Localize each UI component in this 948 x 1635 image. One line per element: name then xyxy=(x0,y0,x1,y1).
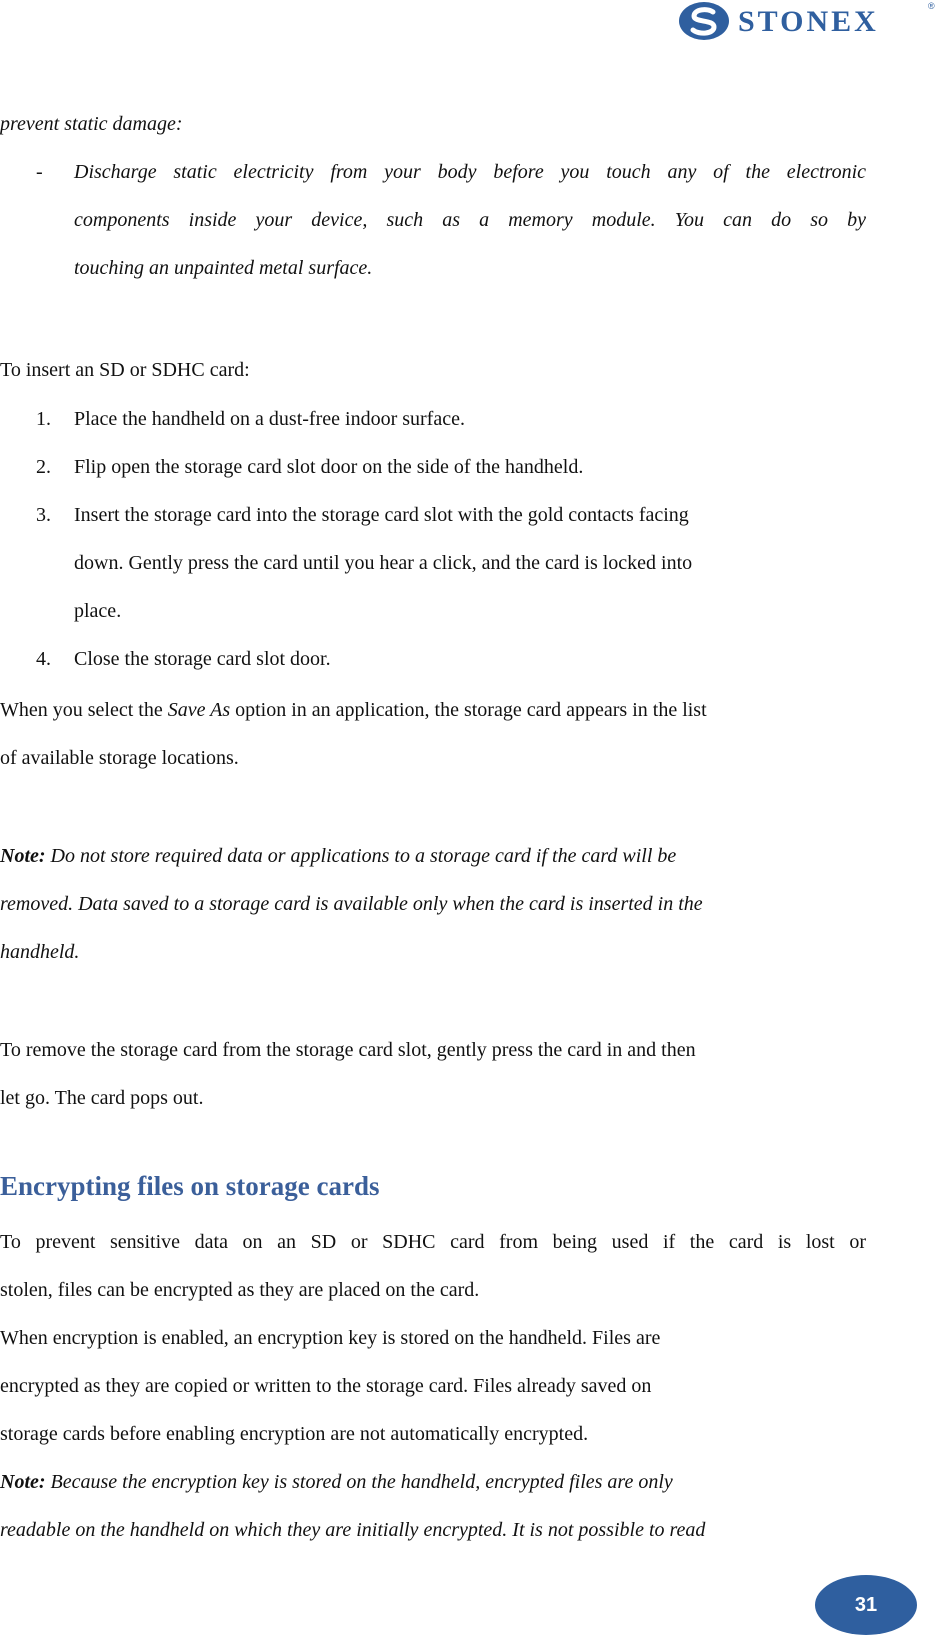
page-number: 31 xyxy=(854,1593,878,1616)
logo-wordmark: STONEX xyxy=(738,5,879,38)
page-number-badge xyxy=(815,1575,917,1635)
static-bullet-line-2: components inside your device, such as a memory module. You can do so by xyxy=(74,209,866,231)
note-label: Note: xyxy=(0,1471,46,1493)
insert-intro: To insert an SD or SDHC card: xyxy=(0,359,250,381)
step-text: down. Gently press the card until you hear a click, and the card is locked into xyxy=(74,552,693,574)
bullet-dash: - xyxy=(36,161,43,183)
step-text: Insert the storage card into the storage card slot with the gold contacts facing xyxy=(74,504,689,526)
save-as-line-1: When you select the Save As option in an application, the storage card appears in the list xyxy=(0,699,707,721)
note-1-line-1: Note: Do not store required data or applications to a storage card if the card will be xyxy=(0,845,677,867)
note-2-line-2: readable on the handheld on which they are initially encrypted. It is not possible to read xyxy=(0,1519,706,1541)
static-bullet-line-1: Discharge static electricity from your body before you touch any of the electronic xyxy=(74,161,866,183)
note-1-line-3: handheld. xyxy=(0,941,80,963)
static-bullet-line-3: touching an unpainted metal surface. xyxy=(74,257,373,279)
encrypt-para-1-line-2: stolen, files can be encrypted as they are placed on the card. xyxy=(0,1279,480,1301)
step-text: Flip open the storage card slot door on the side of the handheld. xyxy=(74,456,584,478)
step-number: 1. xyxy=(36,408,51,430)
logo-registered-mark: ® xyxy=(928,1,935,11)
step-text: place. xyxy=(74,600,122,622)
remove-line-1: To remove the storage card from the storage card slot, gently press the card in and then xyxy=(0,1039,696,1061)
encrypt-para-2-line-1: When encryption is enabled, an encryption key is stored on the handheld. Files are xyxy=(0,1327,661,1349)
stonex-logo xyxy=(678,0,940,44)
note-1-line-2: removed. Data saved to a storage card is available only when the card is inserted in the xyxy=(0,893,703,915)
step-text: Close the storage card slot door. xyxy=(74,648,331,670)
encrypt-para-2-line-3: storage cards before enabling encryption are not automatically encrypted. xyxy=(0,1423,589,1445)
step-number: 4. xyxy=(36,648,51,670)
save-as-line-2: of available storage locations. xyxy=(0,747,239,769)
save-as-term: Save As xyxy=(167,699,231,721)
step-text: Place the handheld on a dust-free indoor surface. xyxy=(74,408,465,430)
note-label: Note: xyxy=(0,845,46,867)
static-intro: prevent static damage: xyxy=(0,113,183,135)
note-2-line-1: Note: Because the encryption key is stored on the handheld, encrypted files are only xyxy=(0,1471,673,1493)
encrypt-para-2-line-2: encrypted as they are copied or written to the storage card. Files already saved on xyxy=(0,1375,652,1397)
step-number: 3. xyxy=(36,504,51,526)
remove-line-2: let go. The card pops out. xyxy=(0,1087,204,1109)
section-heading: Encrypting files on storage cards xyxy=(0,1171,380,1201)
step-number: 2. xyxy=(36,456,51,478)
encrypt-para-1-line-1: To prevent sensitive data on an SD or SDHC card from being used if the card is lost or xyxy=(0,1231,866,1253)
